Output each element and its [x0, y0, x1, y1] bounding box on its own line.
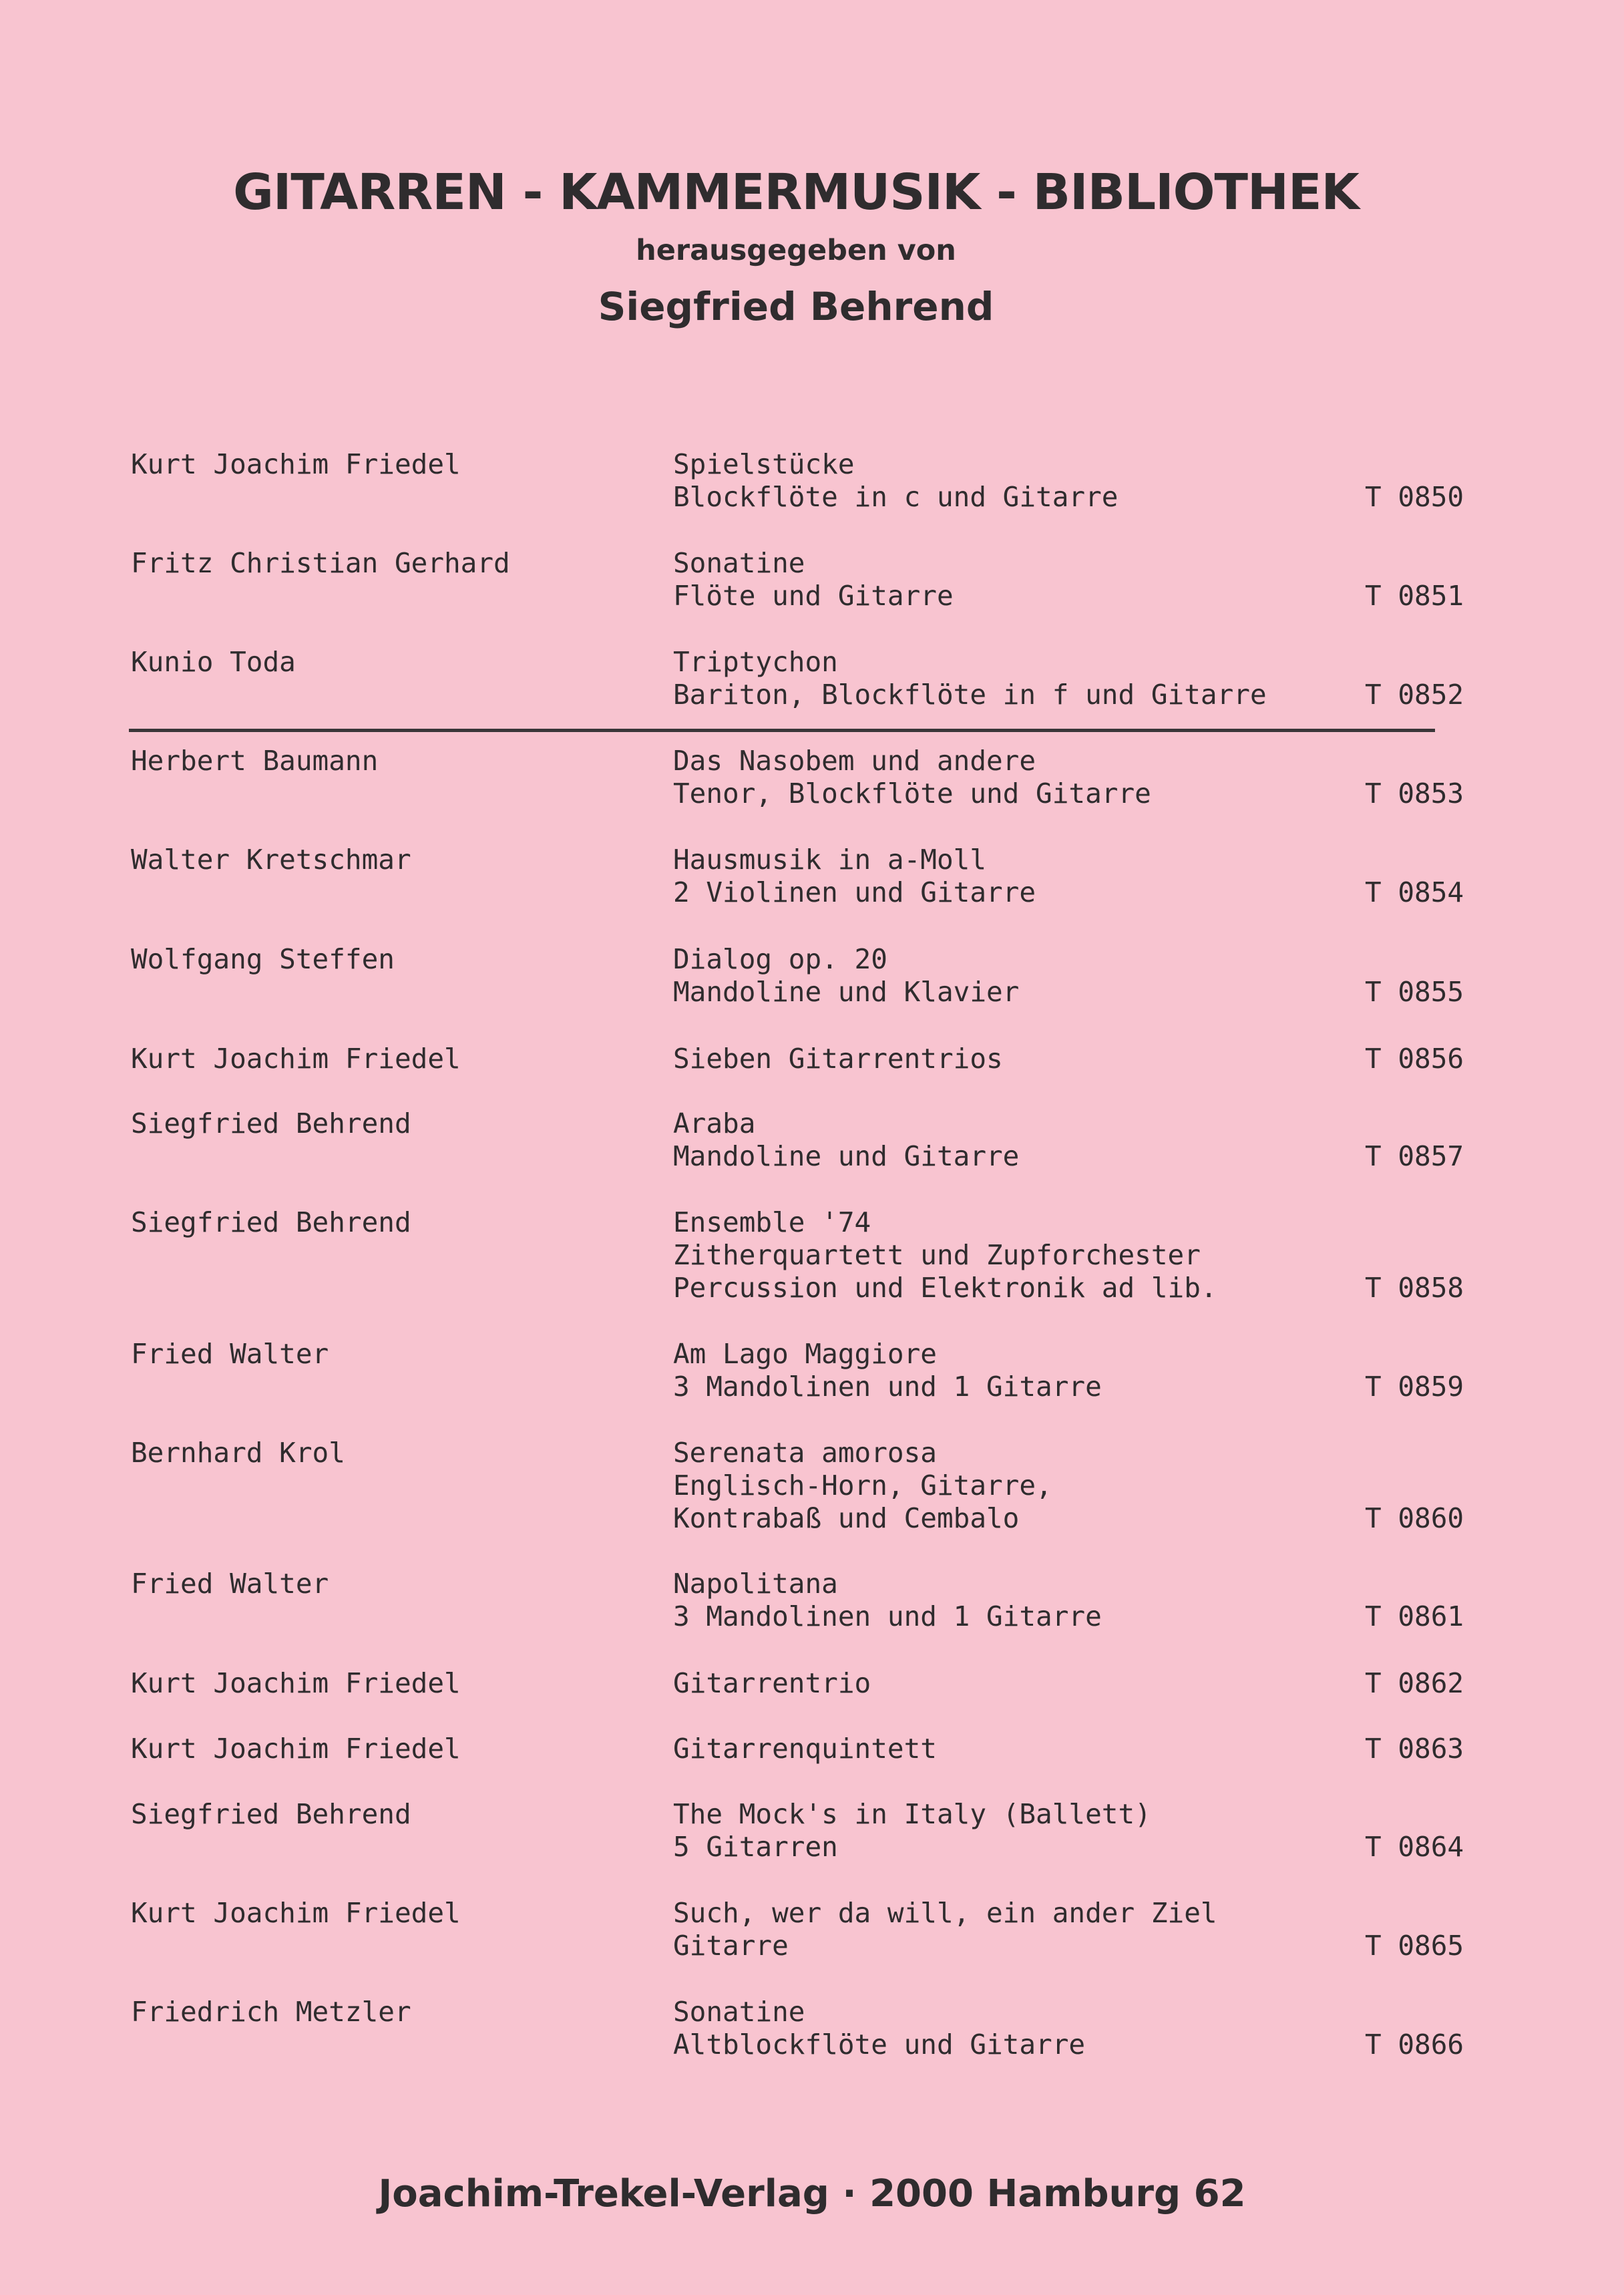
- work-instrumentation: Bariton, Blockflöte in f und Gitarre: [673, 679, 1267, 711]
- composer-name: Siegfried Behrend: [131, 1107, 411, 1139]
- work-description: [673, 1338, 1102, 1403]
- work-instrumentation: 5 Gitarren: [673, 1831, 838, 1863]
- catalog-number: T 0866: [1365, 2028, 1464, 2061]
- work-instrumentation: Mandoline und Klavier: [673, 976, 1020, 1008]
- work-instrumentation: Kontrabaß und Cembalo: [673, 1502, 1020, 1534]
- catalog-number: T 0850: [1365, 481, 1464, 513]
- work-description: [673, 1107, 1019, 1173]
- work-instrumentation: 3 Mandolinen und 1 Gitarre: [673, 1600, 1102, 1632]
- work-description: [673, 1996, 1085, 2061]
- page-subtitle: herausgegeben von: [636, 234, 956, 267]
- composer-name: Kurt Joachim Friedel: [131, 1667, 461, 1699]
- work-title: Sonatine: [673, 1996, 805, 2028]
- work-title: Araba: [673, 1107, 756, 1139]
- work-instrumentation: Zitherquartett und Zupforchester: [673, 1239, 1201, 1271]
- composer-name: Friedrich Metzler: [131, 1996, 411, 2028]
- catalog-number: T 0858: [1365, 1272, 1464, 1304]
- work-instrumentation: Flöte und Gitarre: [673, 580, 954, 612]
- work-description: [673, 1897, 1217, 1962]
- work-title: Triptychon: [673, 646, 838, 678]
- work-title: Gitarrentrio: [673, 1667, 871, 1699]
- work-description: [673, 1043, 1003, 1075]
- composer-name: Kurt Joachim Friedel: [131, 1733, 461, 1765]
- work-instrumentation: 2 Violinen und Gitarre: [673, 876, 1036, 908]
- work-title: Spielstücke: [673, 448, 855, 480]
- work-instrumentation: Tenor, Blockflöte und Gitarre: [673, 777, 1151, 810]
- work-title: Am Lago Maggiore: [673, 1338, 937, 1370]
- work-instrumentation: Gitarre: [673, 1930, 789, 1962]
- work-instrumentation: 3 Mandolinen und 1 Gitarre: [673, 1371, 1102, 1403]
- work-description: [673, 1798, 1151, 1864]
- composer-name: Bernhard Krol: [131, 1437, 345, 1469]
- catalog-number: T 0853: [1365, 777, 1464, 810]
- work-instrumentation: Englisch-Horn, Gitarre,: [673, 1469, 1052, 1502]
- work-description: [673, 1437, 1052, 1535]
- work-title: Ensemble '74: [673, 1206, 871, 1238]
- work-instrumentation: Mandoline und Gitarre: [673, 1140, 1020, 1172]
- work-description: [673, 1568, 1102, 1633]
- work-description: [673, 547, 954, 612]
- catalog-number: T 0861: [1365, 1600, 1464, 1632]
- work-instrumentation: Blockflöte in c und Gitarre: [673, 481, 1119, 513]
- work-title: Sonatine: [673, 547, 805, 579]
- catalog-number: T 0857: [1365, 1140, 1464, 1172]
- catalog-number: T 0856: [1365, 1043, 1464, 1075]
- composer-name: Kurt Joachim Friedel: [131, 448, 461, 480]
- work-title: Dialog op. 20: [673, 943, 887, 975]
- catalog-number: T 0851: [1365, 580, 1464, 612]
- work-title: Hausmusik in a-Moll: [673, 844, 986, 876]
- composer-name: Wolfgang Steffen: [131, 943, 395, 975]
- catalog-number: T 0852: [1365, 679, 1464, 711]
- work-description: [673, 943, 1019, 1009]
- publisher-footer: Joachim-Trekel-Verlag · 2000 Hamburg 62: [378, 2172, 1246, 2216]
- catalog-number: T 0854: [1365, 876, 1464, 908]
- work-description: [673, 448, 1118, 514]
- work-description: [673, 1733, 937, 1765]
- composer-name: Fritz Christian Gerhard: [131, 547, 510, 579]
- composer-name: Herbert Baumann: [131, 745, 379, 777]
- composer-name: Kurt Joachim Friedel: [131, 1043, 461, 1075]
- work-description: [673, 1206, 1217, 1304]
- catalog-number: T 0864: [1365, 1831, 1464, 1863]
- work-description: [673, 844, 1036, 909]
- work-title: Das Nasobem und andere: [673, 745, 1036, 777]
- work-description: [673, 745, 1151, 810]
- catalog-number: T 0865: [1365, 1930, 1464, 1962]
- composer-name: Walter Kretschmar: [131, 844, 411, 876]
- catalog-number: T 0860: [1365, 1502, 1464, 1534]
- work-title: The Mock's in Italy (Ballett): [673, 1798, 1151, 1830]
- composer-name: Kunio Toda: [131, 646, 296, 678]
- work-title: Gitarrenquintett: [673, 1733, 937, 1765]
- work-instrumentation: Percussion und Elektronik ad lib.: [673, 1272, 1217, 1304]
- composer-name: Kurt Joachim Friedel: [131, 1897, 461, 1929]
- catalog-number: T 0862: [1365, 1667, 1464, 1699]
- work-description: [673, 1667, 871, 1700]
- editor-name: Siegfried Behrend: [598, 284, 994, 329]
- section-divider: [129, 729, 1435, 732]
- catalog-number: T 0859: [1365, 1371, 1464, 1403]
- composer-name: Fried Walter: [131, 1568, 329, 1600]
- work-instrumentation: Altblockflöte und Gitarre: [673, 2028, 1086, 2061]
- catalog-number: T 0855: [1365, 976, 1464, 1008]
- work-description: [673, 646, 1267, 711]
- work-title: Serenata amorosa: [673, 1437, 937, 1469]
- catalog-number: T 0863: [1365, 1733, 1464, 1765]
- composer-name: Siegfried Behrend: [131, 1798, 411, 1830]
- page-title: GITARREN - KAMMERMUSIK - BIBLIOTHEK: [233, 164, 1359, 221]
- composer-name: Fried Walter: [131, 1338, 329, 1370]
- work-title: Napolitana: [673, 1568, 838, 1600]
- work-title: Such, wer da will, ein ander Ziel: [673, 1897, 1217, 1929]
- composer-name: Siegfried Behrend: [131, 1206, 411, 1238]
- work-title: Sieben Gitarrentrios: [673, 1043, 1003, 1075]
